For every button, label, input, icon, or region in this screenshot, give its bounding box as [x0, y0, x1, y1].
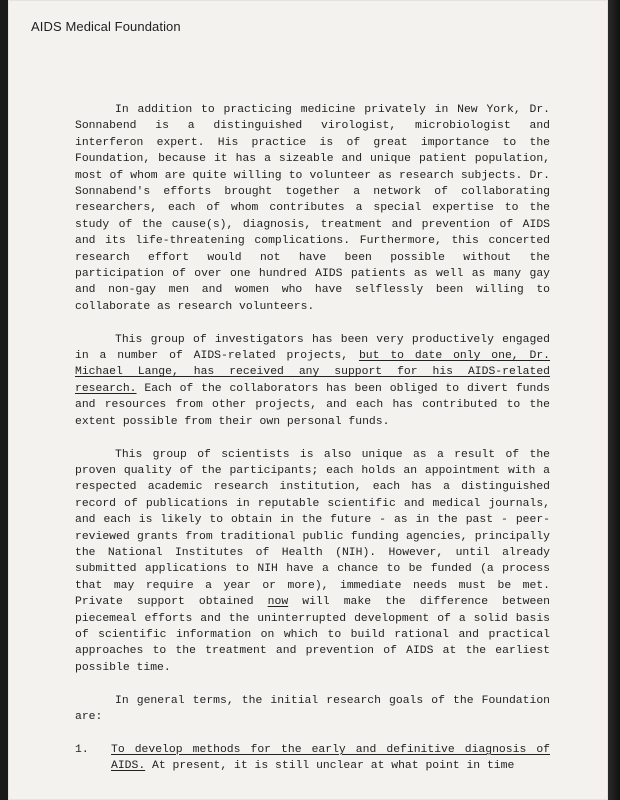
paragraph-2-underlined: but to date only one, Dr. Michael Lange, has received any support for his AIDS-related research.: [75, 350, 551, 395]
list-body: [111, 742, 550, 775]
paragraph-3: [75, 447, 550, 677]
scan-border: [608, 0, 620, 800]
paragraph-2: [75, 332, 550, 430]
paragraph-2-text-end: Each of the collaborators has been obliged to divert funds and resources from other projects, and each has contributed to the extent possible from their own personal funds.: [75, 382, 550, 428]
paragraph-3-text: This group of scientists is also unique as a result of the proven quality of the participants; each holds an appointment with a respected academic research institution, each has a distinguished record of publications in reputable scientific and medical journals, and each is likely to obtain in the future - as in the past - peer-reviewed grants from traditional public funding agencies, principally the National Institutes of Health (NIH). However, until already submitted applications to NIH have a chance to be funded (a process that may require a year or more), immediate needs must be met. Private support obtained: [75, 448, 550, 609]
paragraph-1: In addition to practicing medicine privately in New York, Dr. Sonnabend is a distinguished virologist, microbiologist and interferon expert. His practice is of great importance to the Foundation, because it has a sizeable and unique patient population, most of whom are quite willing to volunteer as research subjects. Dr. Sonnabend's efforts brought together a network of collaborating researchers, each of whom contributes a special expertise to the study of the cause(s), diagnosis, treatment and prevention of AIDS and its life-threatening complications. Furthermore, this concerted research effort would not have been possible without the participation of over one hundred AIDS patients as well as many gay and non-gay men and women who have selflessly been willing to collaborate as research volunteers.: [75, 104, 550, 313]
list-number: 1.: [75, 743, 89, 756]
paragraph-2-text: This group of investigators has been very productively engaged in a number of AIDS-related projects,: [75, 333, 550, 363]
paragraph-4: In general terms, the initial research goals of the Foundation are:: [75, 694, 550, 723]
list-item: [75, 742, 550, 775]
document-page: [8, 0, 608, 800]
document-body: [75, 102, 550, 775]
paragraph-3-underlined: now: [267, 596, 289, 609]
paragraph-3-text-end: will make the difference between piecemeal efforts and the uninterrupted development of a solid basis of scientific information on which to build rational and practical approaches to the treatment and prevention of AIDS at the earliest possible time.: [75, 596, 551, 674]
letterhead: AIDS Medical Foundation: [31, 19, 181, 34]
list-item-underlined: To develop methods for the early and definitive diagnosis of AIDS.: [111, 743, 550, 773]
list-item-text: At present, it is still unclear at what point in time: [145, 760, 515, 773]
